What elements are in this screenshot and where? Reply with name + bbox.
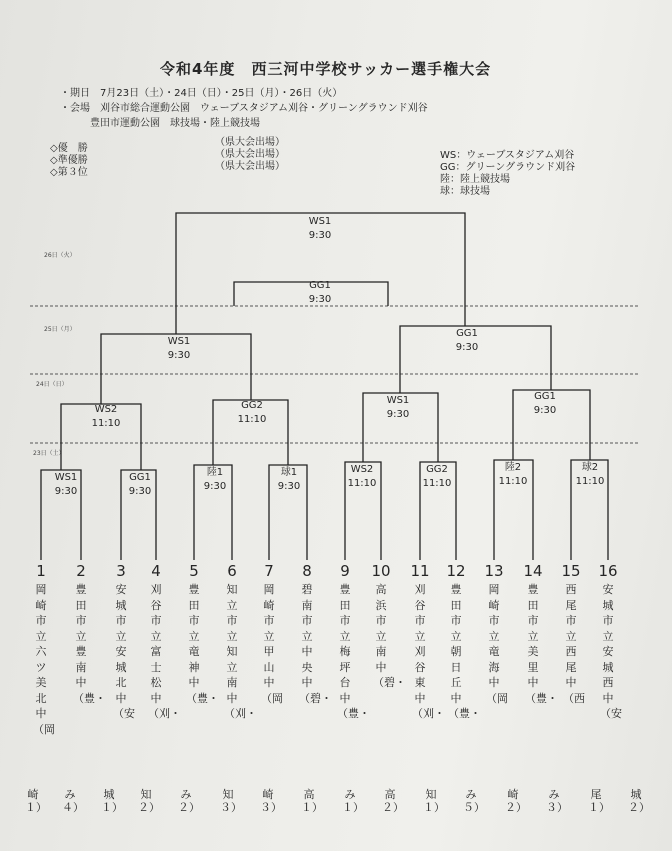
match-time: 9:30 bbox=[54, 486, 78, 497]
legend-venue-gg: GG：グリーングラウンド刈谷 bbox=[440, 162, 576, 173]
team-number: 6 bbox=[227, 562, 237, 580]
match-time: 9:30 bbox=[308, 230, 332, 241]
team-name: 岡崎市立甲 山中（岡 bbox=[261, 583, 286, 705]
venue-line-2: 豊田市運動公園 球技場・陸上競技場 bbox=[90, 118, 260, 129]
match-time: 11:10 bbox=[237, 414, 267, 425]
match-time: 11:10 bbox=[422, 478, 452, 489]
match-venue: GG1 bbox=[309, 280, 331, 291]
match-qf-2 bbox=[222, 399, 282, 427]
match-time: 9:30 bbox=[203, 481, 227, 492]
team-number: 9 bbox=[340, 562, 350, 580]
match-final bbox=[290, 215, 350, 243]
match-venue: GG2 bbox=[241, 400, 263, 411]
team-number: 1 bbox=[36, 562, 46, 580]
team-number: 14 bbox=[523, 562, 543, 580]
team-district: 高２） bbox=[382, 788, 404, 814]
team-district: 知２） bbox=[138, 788, 160, 814]
match-r1-7 bbox=[483, 461, 543, 489]
legend-champion: ◇優 勝 bbox=[50, 143, 88, 154]
team-district: み１） bbox=[342, 788, 364, 814]
match-venue: WS1 bbox=[386, 395, 410, 406]
match-time: 9:30 bbox=[455, 342, 479, 353]
legend-prefectural-2: （県大会出場） bbox=[215, 149, 285, 160]
match-r1-4 bbox=[259, 466, 319, 494]
match-qf-1 bbox=[76, 403, 136, 431]
match-time: 9:30 bbox=[167, 350, 191, 361]
match-r1-6 bbox=[407, 463, 467, 491]
match-venue: GG1 bbox=[456, 328, 478, 339]
team-district: 崎２） bbox=[505, 788, 527, 814]
match-time: 9:30 bbox=[277, 481, 301, 492]
team-name: 刈谷市立富士松中（刈・ bbox=[148, 583, 181, 720]
match-time: 11:10 bbox=[498, 476, 528, 487]
team-name: 豊田市立竜 神中（豊・ bbox=[186, 583, 219, 705]
match-time: 9:30 bbox=[308, 294, 332, 305]
match-time: 9:30 bbox=[386, 409, 410, 420]
match-venue: GG1 bbox=[534, 391, 556, 402]
team-name: 豊田市立美 里中（豊・ bbox=[525, 583, 558, 705]
match-venue: WS2 bbox=[350, 464, 374, 475]
match-semi-right bbox=[437, 327, 497, 355]
team-name: 安城市立安城北中（安 bbox=[113, 583, 135, 720]
match-time: 11:10 bbox=[91, 418, 121, 429]
match-venue: GG1 bbox=[129, 472, 151, 483]
match-time: 9:30 bbox=[128, 486, 152, 497]
day-label-25: 25日（月） bbox=[44, 326, 76, 333]
venue-line-1: ・会場 刈谷市総合運動公園 ウェーブスタジアム刈谷・グリーングラウンド刈谷 bbox=[60, 103, 428, 114]
team-name: 高浜市立 南 中（碧・ bbox=[373, 583, 409, 689]
team-district: 知１） bbox=[423, 788, 445, 814]
team-district: み３） bbox=[546, 788, 568, 814]
team-name: 岡崎市立竜 海中（岡 bbox=[486, 583, 511, 705]
match-r1-8 bbox=[560, 461, 620, 489]
team-name: 岡崎市立六ツ美北中（岡 bbox=[33, 583, 55, 736]
match-venue: 陸2 bbox=[504, 462, 522, 473]
team-district: 崎１） bbox=[25, 788, 47, 814]
team-number: 4 bbox=[151, 562, 161, 580]
match-qf-4 bbox=[515, 390, 575, 418]
day-label-23: 23日（土） bbox=[33, 450, 65, 457]
team-district: み５） bbox=[463, 788, 485, 814]
match-venue: WS1 bbox=[167, 336, 191, 347]
team-name: 知立市立知立南中（刈・ bbox=[224, 583, 257, 720]
legend-venue-riku: 陸：陸上競技場 bbox=[440, 174, 510, 185]
team-name: 豊田市立朝日丘中（豊・ bbox=[448, 583, 481, 720]
team-district: 高１） bbox=[301, 788, 323, 814]
team-district: 知３） bbox=[220, 788, 242, 814]
match-venue: WS2 bbox=[94, 404, 118, 415]
match-qf-3 bbox=[368, 394, 428, 422]
match-venue: WS1 bbox=[308, 216, 332, 227]
team-name: 豊田市立豊 南中（豊・ bbox=[73, 583, 106, 705]
period-line: ・期日 7月23日（土）・24日（日）・25日（月）・26日（火） bbox=[60, 88, 343, 99]
legend-venue-kyu: 球：球技場 bbox=[440, 186, 490, 197]
team-name: 西尾市立西 尾中（西 bbox=[563, 583, 588, 705]
match-r1-3 bbox=[185, 466, 245, 494]
match-venue: 陸1 bbox=[206, 467, 224, 478]
team-number: 3 bbox=[116, 562, 126, 580]
legend-prefectural-1: （県大会出場） bbox=[215, 137, 285, 148]
legend-venue-ws: WS：ウェーブスタジアム刈谷 bbox=[440, 150, 575, 161]
match-venue: 球2 bbox=[581, 462, 599, 473]
match-time: 11:10 bbox=[347, 478, 377, 489]
match-venue: 球1 bbox=[280, 467, 298, 478]
team-district: み２） bbox=[178, 788, 200, 814]
team-name: 安城市立安城西中（安 bbox=[600, 583, 622, 720]
team-district: み４） bbox=[62, 788, 84, 814]
match-r1-5 bbox=[332, 463, 392, 491]
team-district: 城２） bbox=[628, 788, 650, 814]
match-venue: GG2 bbox=[426, 464, 448, 475]
team-number: 8 bbox=[302, 562, 312, 580]
team-number: 16 bbox=[598, 562, 618, 580]
match-venue: WS1 bbox=[54, 472, 78, 483]
match-time: 9:30 bbox=[533, 405, 557, 416]
team-number: 2 bbox=[76, 562, 86, 580]
team-number: 10 bbox=[371, 562, 391, 580]
day-label-24: 24日（日） bbox=[36, 381, 68, 388]
match-r1-2 bbox=[110, 471, 170, 499]
team-name: 碧南市立中 央中（碧・ bbox=[299, 583, 332, 705]
match-semi-left bbox=[149, 335, 209, 363]
team-number: 5 bbox=[189, 562, 199, 580]
match-r1-1 bbox=[36, 471, 96, 499]
team-number: 13 bbox=[484, 562, 504, 580]
team-district: 尾１） bbox=[588, 788, 610, 814]
page-title: 令和4年度 西三河中学校サッカー選手権大会 bbox=[160, 60, 492, 78]
legend-runner-up: ◇準優勝 bbox=[50, 155, 88, 166]
match-time: 11:10 bbox=[575, 476, 605, 487]
team-number: 7 bbox=[264, 562, 274, 580]
team-district: 城１） bbox=[101, 788, 123, 814]
legend-third: ◇第３位 bbox=[50, 167, 88, 178]
team-number: 15 bbox=[561, 562, 581, 580]
match-third-place bbox=[290, 279, 350, 307]
day-label-26: 26日（火） bbox=[44, 252, 76, 259]
team-name: 豊田市立梅坪台中（豊・ bbox=[337, 583, 370, 720]
team-number: 12 bbox=[446, 562, 466, 580]
team-district: 崎３） bbox=[260, 788, 282, 814]
team-number: 11 bbox=[410, 562, 430, 580]
legend-prefectural-3: （県大会出場） bbox=[215, 161, 285, 172]
team-name: 刈谷市立刈谷東中（刈・ bbox=[412, 583, 445, 720]
